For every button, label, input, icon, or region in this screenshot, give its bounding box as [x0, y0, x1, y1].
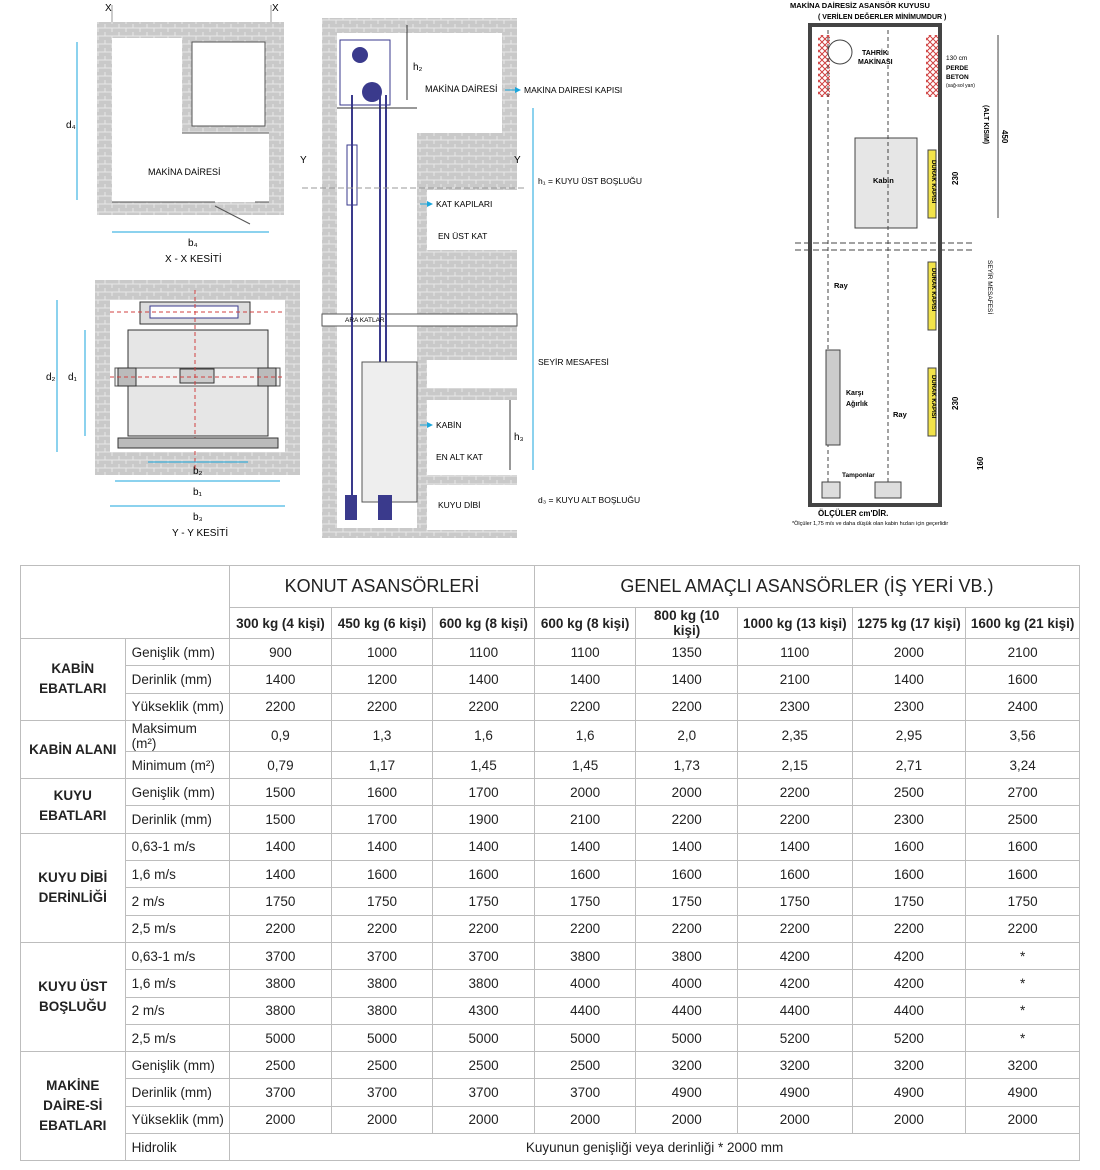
- dim-d4: d₄: [66, 120, 76, 131]
- value-cell: 1400: [852, 666, 966, 693]
- floor-doors-label: KAT KAPILARI: [436, 199, 493, 209]
- value-cell: 2,35: [737, 720, 852, 751]
- value-cell: 2000: [636, 779, 738, 806]
- dim-h2: h₂: [413, 62, 423, 73]
- value-cell: 2200: [737, 915, 852, 942]
- value-cell: 2200: [534, 915, 636, 942]
- row-label: 2 m/s: [125, 997, 230, 1024]
- value-cell: 1500: [230, 806, 332, 833]
- value-cell: 3800: [433, 970, 535, 997]
- capacity-header: 600 kg (8 kişi): [433, 608, 535, 639]
- stop-door-3: DURAK KAPISI: [930, 375, 936, 419]
- value-cell: 3700: [230, 1079, 332, 1106]
- x-label-right: X: [272, 3, 279, 14]
- top-floor-label: EN ÜST KAT: [438, 231, 488, 241]
- pit-label: KUYU DİBİ: [438, 500, 481, 510]
- dim-d2: d₂: [46, 372, 56, 383]
- stop-door-2: DURAK KAPISI: [930, 268, 936, 312]
- value-cell: 2000: [852, 639, 966, 666]
- value-cell: 2,95: [852, 720, 966, 751]
- dim-450: 450: [1000, 130, 1009, 144]
- value-cell: 1600: [433, 861, 535, 888]
- curtain-4: (sağ-sol yan): [946, 83, 975, 89]
- value-cell: 900: [230, 639, 332, 666]
- table-row: [21, 833, 1080, 860]
- value-cell: 4000: [636, 970, 738, 997]
- section-y-caption: Y - Y KESİTİ: [172, 528, 229, 539]
- dim-b3: b₃: [193, 512, 203, 523]
- value-cell: 2100: [534, 806, 636, 833]
- value-cell: 1400: [534, 666, 636, 693]
- row-label: 0,63-1 m/s: [125, 942, 230, 969]
- row-label: 0,63-1 m/s: [125, 833, 230, 860]
- mrl-shaft-drawing: [790, 1, 1009, 527]
- value-cell: 1600: [331, 861, 433, 888]
- table-row: [21, 666, 1080, 693]
- value-cell: 4200: [852, 970, 966, 997]
- value-cell: 1750: [737, 888, 852, 915]
- machine-room-door-label: MAKİNA DAİRESİ KAPISI: [524, 85, 623, 95]
- value-cell: 4900: [966, 1079, 1080, 1106]
- value-cell: 2,15: [737, 751, 852, 778]
- value-cell: 2,71: [852, 751, 966, 778]
- value-cell: 2500: [534, 1052, 636, 1079]
- value-cell: 2200: [636, 693, 738, 720]
- capacity-header: 1275 kg (17 kişi): [852, 608, 966, 639]
- row-label: Genişlik (mm): [125, 1052, 230, 1079]
- value-cell: *: [966, 1024, 1080, 1051]
- stop-door-1: DURAK KAPISI: [930, 160, 936, 204]
- value-cell: 1750: [433, 888, 535, 915]
- value-cell: 3200: [737, 1052, 852, 1079]
- value-cell: 2500: [852, 779, 966, 806]
- row-label: Yükseklik (mm): [125, 1106, 230, 1133]
- row-label: 1,6 m/s: [125, 861, 230, 888]
- dim-160: 160: [976, 456, 985, 470]
- value-cell: 2200: [737, 806, 852, 833]
- value-cell: 2000: [230, 1106, 332, 1133]
- value-cell: 2200: [230, 915, 332, 942]
- section-x-x: [66, 3, 284, 265]
- counterweight-1: Karşı: [846, 390, 864, 397]
- table-row: [21, 1106, 1080, 1133]
- value-cell: 2200: [331, 915, 433, 942]
- value-cell: 1,3: [331, 720, 433, 751]
- table-row: [21, 888, 1080, 915]
- value-cell: 2500: [331, 1052, 433, 1079]
- row-label: Minimum (m²): [125, 751, 230, 778]
- value-cell: 2000: [534, 1106, 636, 1133]
- value-cell: 4400: [636, 997, 738, 1024]
- dim-230a: 230: [951, 171, 960, 185]
- value-cell: 2000: [966, 1106, 1080, 1133]
- value-cell: 2300: [852, 806, 966, 833]
- value-cell: 1400: [433, 833, 535, 860]
- value-cell: 3800: [230, 997, 332, 1024]
- value-cell: 1600: [534, 861, 636, 888]
- row-label: Maksimum (m²): [125, 720, 230, 751]
- value-cell: 1100: [737, 639, 852, 666]
- value-cell: 1350: [636, 639, 738, 666]
- value-cell: 1900: [433, 806, 535, 833]
- x-label-left: X: [105, 3, 112, 14]
- drive-machine-1: TAHRİK: [862, 50, 888, 57]
- value-cell: 3800: [331, 970, 433, 997]
- value-cell: 3800: [636, 942, 738, 969]
- elev-machine-room: MAKİNA DAİRESİ: [425, 84, 498, 94]
- value-cell: 0,9: [230, 720, 332, 751]
- value-cell: 4900: [737, 1079, 852, 1106]
- row-label: Genişlik (mm): [125, 639, 230, 666]
- spec-table-body: [21, 566, 1080, 1161]
- table-row: [21, 970, 1080, 997]
- mrl-travel-label: SEYİR MESAFESİ: [986, 260, 993, 315]
- table-row: [21, 861, 1080, 888]
- table-row: [21, 1052, 1080, 1079]
- table-row: [21, 915, 1080, 942]
- value-cell: 2200: [636, 915, 738, 942]
- category-cell: KUYU EBATLARI: [21, 779, 126, 834]
- value-cell: 1100: [433, 639, 535, 666]
- value-cell: 2700: [966, 779, 1080, 806]
- technical-drawings: [0, 0, 1100, 560]
- value-cell: 4900: [636, 1079, 738, 1106]
- value-cell: 2000: [331, 1106, 433, 1133]
- section-x-caption: X - X KESİTİ: [165, 254, 222, 265]
- value-cell: 3700: [331, 1079, 433, 1106]
- value-cell: 4400: [852, 997, 966, 1024]
- dim-b4: b₄: [188, 238, 198, 249]
- value-cell: 2000: [433, 1106, 535, 1133]
- group-title: GENEL AMAÇLI ASANSÖRLER (İŞ YERİ VB.): [534, 566, 1079, 608]
- value-cell: 4200: [737, 942, 852, 969]
- value-cell: 1600: [966, 861, 1080, 888]
- value-cell: 1600: [966, 666, 1080, 693]
- mrl-subtitle: ( VERİLEN DEĞERLER MİNİMUMDUR ): [818, 14, 947, 21]
- mrl-cabin-label: Kabin: [873, 176, 894, 185]
- drive-machine-2: MAKİNASI: [858, 59, 893, 66]
- speed-note: *Ölçüler 1,75 m/s ve daha düşük olan kabin hızları için geçerlidir: [792, 521, 949, 527]
- value-cell: 4200: [737, 970, 852, 997]
- value-cell: 1750: [966, 888, 1080, 915]
- table-row: [21, 639, 1080, 666]
- value-cell: 2000: [737, 1106, 852, 1133]
- row-label: 1,6 m/s: [125, 970, 230, 997]
- section-y-y: [46, 280, 300, 539]
- rail-right-label: Ray: [893, 410, 907, 419]
- value-cell: 2200: [331, 693, 433, 720]
- value-cell: 1750: [534, 888, 636, 915]
- value-cell: 2200: [636, 806, 738, 833]
- value-cell: 1400: [534, 833, 636, 860]
- value-cell: 3700: [433, 942, 535, 969]
- value-cell: 3800: [230, 970, 332, 997]
- row-label: 2,5 m/s: [125, 1024, 230, 1051]
- value-cell: 1,6: [433, 720, 535, 751]
- value-cell: 1000: [331, 639, 433, 666]
- value-cell: 1400: [636, 666, 738, 693]
- value-cell: 1600: [966, 833, 1080, 860]
- value-cell: 1600: [331, 779, 433, 806]
- table-row: [21, 693, 1080, 720]
- value-cell: 3700: [230, 942, 332, 969]
- value-cell: 3200: [852, 1052, 966, 1079]
- dim-230b: 230: [951, 396, 960, 410]
- dim-b1: b₁: [193, 487, 202, 498]
- d3-label: d₃ = KUYU ALT BOŞLUĞU: [538, 495, 641, 505]
- category-cell: KABİN ALANI: [21, 720, 126, 778]
- value-cell: 1400: [230, 666, 332, 693]
- h1-label: h₁ = KUYU ÜST BOŞLUĞU: [538, 176, 643, 186]
- travel-label: SEYİR MESAFESİ: [538, 357, 609, 367]
- value-cell: 1200: [331, 666, 433, 693]
- curtain-2: PERDE: [946, 65, 969, 72]
- value-cell: 2000: [534, 779, 636, 806]
- value-cell: 1,45: [433, 751, 535, 778]
- value-cell: 1700: [433, 779, 535, 806]
- value-cell: 1100: [534, 639, 636, 666]
- value-cell: 4400: [737, 997, 852, 1024]
- dim-h3: h₃: [514, 432, 524, 443]
- value-cell: 5200: [852, 1024, 966, 1051]
- value-cell: 1400: [230, 833, 332, 860]
- value-cell: 2300: [852, 693, 966, 720]
- buffers-label: Tamponlar: [842, 472, 875, 479]
- table-row: [21, 997, 1080, 1024]
- value-cell: 3,24: [966, 751, 1080, 778]
- table-row: [21, 806, 1080, 833]
- value-cell: 2100: [737, 666, 852, 693]
- value-cell: 2500: [966, 806, 1080, 833]
- capacity-header: 300 kg (4 kişi): [230, 608, 332, 639]
- value-cell: *: [966, 970, 1080, 997]
- value-cell: 4200: [852, 942, 966, 969]
- capacity-header: 1000 kg (13 kişi): [737, 608, 852, 639]
- machine-room-label: MAKİNA DAİRESİ: [148, 167, 221, 177]
- value-cell: 2000: [852, 1106, 966, 1133]
- value-cell: 3,56: [966, 720, 1080, 751]
- value-cell: 2200: [966, 915, 1080, 942]
- value-cell: 4400: [534, 997, 636, 1024]
- value-cell: 1750: [852, 888, 966, 915]
- category-cell: KABİN EBATLARI: [21, 639, 126, 721]
- units-label: ÖLÇÜLER cm'DİR.: [818, 509, 889, 518]
- mrl-title: MAKİNA DAİRESİZ ASANSÖR KUYUSU: [790, 1, 930, 10]
- capacity-header: 1600 kg (21 kişi): [966, 608, 1080, 639]
- value-cell: 2200: [433, 915, 535, 942]
- category-cell: KUYU ÜST BOŞLUĞU: [21, 942, 126, 1051]
- table-row: [21, 1079, 1080, 1106]
- value-cell: 3700: [331, 942, 433, 969]
- value-cell: 1,17: [331, 751, 433, 778]
- value-cell: 4000: [534, 970, 636, 997]
- value-cell: 3700: [534, 1079, 636, 1106]
- value-cell: 2200: [230, 693, 332, 720]
- table-row: [21, 720, 1080, 751]
- merged-value-cell: Kuyunun genişliği veya derinliği * 2000 mm: [230, 1134, 1080, 1161]
- table-row: [21, 1134, 1080, 1161]
- table-row: [21, 1024, 1080, 1051]
- category-cell: KUYU DİBİ DERİNLİĞİ: [21, 833, 126, 942]
- row-label: Genişlik (mm): [125, 779, 230, 806]
- value-cell: 1,45: [534, 751, 636, 778]
- capacity-header: 450 kg (6 kişi): [331, 608, 433, 639]
- elevation-drawing: [300, 18, 642, 538]
- value-cell: 1400: [230, 861, 332, 888]
- value-cell: 5000: [534, 1024, 636, 1051]
- value-cell: 1600: [636, 861, 738, 888]
- value-cell: 5200: [737, 1024, 852, 1051]
- rail-left-label: Ray: [834, 281, 848, 290]
- group-title: KONUT ASANSÖRLERİ: [230, 566, 535, 608]
- value-cell: 3800: [534, 942, 636, 969]
- dim-d1: d₁: [68, 372, 77, 383]
- y-label-right: Y: [514, 155, 521, 166]
- row-label: Hidrolik: [125, 1134, 230, 1161]
- value-cell: 2200: [852, 915, 966, 942]
- value-cell: 1750: [331, 888, 433, 915]
- category-cell: MAKİNE DAİRE-Sİ EBATLARI: [21, 1052, 126, 1161]
- value-cell: 1750: [230, 888, 332, 915]
- row-label: Derinlik (mm): [125, 806, 230, 833]
- cabin-label: KABİN: [436, 420, 462, 430]
- value-cell: 3700: [433, 1079, 535, 1106]
- value-cell: 1400: [737, 833, 852, 860]
- group-header-row: [21, 566, 1080, 608]
- table-row: [21, 751, 1080, 778]
- value-cell: 2300: [737, 693, 852, 720]
- value-cell: 5000: [433, 1024, 535, 1051]
- value-cell: 1,6: [534, 720, 636, 751]
- value-cell: *: [966, 942, 1080, 969]
- row-label: 2,5 m/s: [125, 915, 230, 942]
- value-cell: 1400: [331, 833, 433, 860]
- value-cell: 1500: [230, 779, 332, 806]
- spec-table: [20, 565, 1080, 1161]
- value-cell: 2500: [230, 1052, 332, 1079]
- dim-b2: b₂: [193, 466, 203, 477]
- value-cell: 1,73: [636, 751, 738, 778]
- value-cell: 3200: [966, 1052, 1080, 1079]
- value-cell: 5000: [331, 1024, 433, 1051]
- value-cell: 1400: [433, 666, 535, 693]
- bottom-floor-label: EN ALT KAT: [436, 452, 483, 462]
- value-cell: 2000: [636, 1106, 738, 1133]
- table-row: [21, 779, 1080, 806]
- value-cell: 0,79: [230, 751, 332, 778]
- value-cell: 2200: [433, 693, 535, 720]
- row-label: Yükseklik (mm): [125, 693, 230, 720]
- capacity-header: 600 kg (8 kişi): [534, 608, 636, 639]
- intermediate-floors-label: ARA KATLAR: [345, 317, 385, 324]
- value-cell: 1400: [636, 833, 738, 860]
- value-cell: 1600: [852, 833, 966, 860]
- value-cell: 2,0: [636, 720, 738, 751]
- curtain-1: 130 cm: [946, 55, 968, 62]
- value-cell: 2500: [433, 1052, 535, 1079]
- value-cell: 3800: [331, 997, 433, 1024]
- row-label: Derinlik (mm): [125, 1079, 230, 1106]
- value-cell: 1600: [852, 861, 966, 888]
- value-cell: 1750: [636, 888, 738, 915]
- corner-cell: [21, 566, 230, 639]
- curtain-3: BETON: [946, 74, 969, 81]
- row-label: Derinlik (mm): [125, 666, 230, 693]
- alt-kisim: (ALT KISIM): [982, 105, 989, 145]
- value-cell: *: [966, 997, 1080, 1024]
- row-label: 2 m/s: [125, 888, 230, 915]
- value-cell: 4900: [852, 1079, 966, 1106]
- value-cell: 3200: [636, 1052, 738, 1079]
- value-cell: 5000: [636, 1024, 738, 1051]
- value-cell: 5000: [230, 1024, 332, 1051]
- value-cell: 1600: [737, 861, 852, 888]
- table-row: [21, 942, 1080, 969]
- value-cell: 2200: [737, 779, 852, 806]
- value-cell: 1700: [331, 806, 433, 833]
- value-cell: 4300: [433, 997, 535, 1024]
- counterweight-2: Ağırlık: [846, 401, 868, 408]
- value-cell: 2400: [966, 693, 1080, 720]
- y-label-left: Y: [300, 155, 307, 166]
- capacity-header: 800 kg (10 kişi): [636, 608, 738, 639]
- value-cell: 2100: [966, 639, 1080, 666]
- value-cell: 2200: [534, 693, 636, 720]
